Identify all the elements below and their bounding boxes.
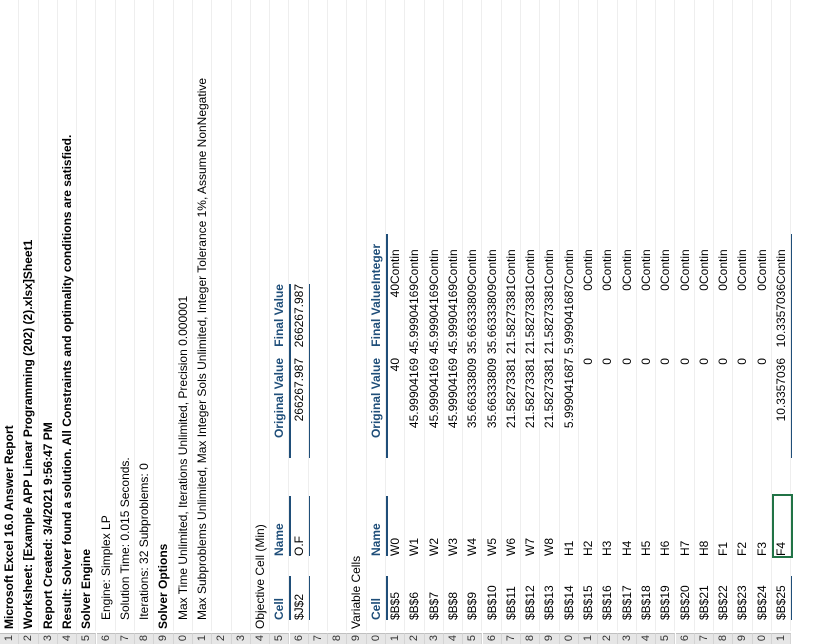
options-heading[interactable]: Solver Options [156,543,171,629]
variable-cell-ref[interactable]: $B$10 [484,585,499,620]
row-number[interactable]: 8 [328,633,347,644]
variable-cell-ref[interactable]: $B$15 [581,585,595,620]
variable-final-value[interactable]: 21.58273381 [503,284,518,355]
sheet-row[interactable] [560,0,579,644]
sheet-row[interactable] [579,0,598,644]
row-number[interactable]: 9 [540,633,559,644]
variable-original-value[interactable]: 0 [754,358,769,365]
variable-integer[interactable]: Contin [754,249,769,284]
row-number[interactable]: 2 [405,633,424,644]
objective-col-cell[interactable]: Cell [270,576,291,620]
report-title[interactable]: Microsoft Excel 16.0 Answer Report [2,425,16,629]
variable-name[interactable]: H4 [619,540,634,556]
row-number[interactable]: 4 [251,633,270,644]
objective-col-final[interactable]: Final Value [270,284,291,358]
sheet-row[interactable] [444,0,463,644]
variable-name[interactable]: H2 [581,540,595,556]
variable-integer[interactable]: Contin [600,249,615,284]
variable-integer[interactable]: Contin [388,249,402,284]
variable-final-value[interactable]: 0 [600,284,615,291]
variable-cell-ref[interactable]: $B$16 [600,585,615,620]
variable-cell-ref[interactable]: $B$17 [619,585,634,620]
sheet-row[interactable] [212,0,231,644]
variable-name[interactable]: W1 [407,538,422,556]
row-number[interactable]: 9 [347,633,366,644]
variable-original-value[interactable]: 45.99904169 [407,358,422,429]
variables-col-cell[interactable]: Cell [367,576,388,620]
report-result[interactable]: Result: Solver found a solution. All Constraints and optimality conditions are satisfied. [59,134,74,629]
variable-cell-ref[interactable]: $B$7 [426,591,441,620]
row-number[interactable]: 4 [58,633,77,644]
row-number[interactable]: 5 [463,633,482,644]
variable-integer[interactable]: Contin [503,249,518,284]
variable-cell-ref[interactable]: $B$14 [561,585,576,620]
objective-final-value[interactable]: 266267.987 [290,284,310,358]
sheet-row[interactable] [753,0,772,644]
variable-final-value[interactable]: 35.66333809 [465,284,480,355]
report-worksheet[interactable]: Worksheet: [Example APP Linear Programming (202) (2).xlsx]Sheet1 [21,239,36,629]
variable-final-value[interactable]: 0 [735,284,750,291]
variable-cell-ref[interactable]: $B$11 [503,586,518,620]
row-number[interactable]: 1 [386,633,405,644]
variable-name[interactable]: W2 [426,538,441,556]
engine-heading[interactable]: Solver Engine [79,548,94,629]
sheet-row[interactable] [39,0,58,644]
sheet-row[interactable] [695,0,714,644]
variable-integer[interactable]: Contin [445,249,460,284]
sheet-row[interactable] [19,0,38,644]
variable-cell-ref[interactable]: $B$5 [388,591,402,620]
row-number[interactable]: 6 [676,633,695,644]
variable-original-value[interactable]: 5.999041687 [561,358,576,429]
row-number[interactable]: 4 [637,633,656,644]
sheet-row[interactable] [97,0,116,644]
variable-cell-ref[interactable]: $B$20 [677,585,692,620]
variable-name[interactable]: F3 [754,541,769,556]
variable-cell-ref[interactable]: $B$12 [523,585,538,620]
row-number[interactable]: 3 [425,633,444,644]
variables-col-integer[interactable]: Integer [367,234,388,284]
variable-final-value[interactable]: 5.999041687 [561,284,576,355]
variable-original-value[interactable]: 35.66333809 [465,358,480,429]
engine-value[interactable]: Engine: Simplex LP [98,515,113,620]
sheet-row[interactable] [58,0,77,644]
variable-name[interactable]: H7 [677,540,692,556]
row-number[interactable]: 7 [695,633,714,644]
sheet-row[interactable] [367,0,386,644]
variable-final-value[interactable]: 21.58273381 [542,284,557,355]
variable-name[interactable]: W4 [465,538,480,556]
variable-integer[interactable]: Contin [677,249,692,284]
objective-col-name[interactable]: Name [270,496,291,556]
variable-cell-ref[interactable]: $B$13 [542,585,557,620]
variable-name[interactable]: H8 [696,540,711,556]
row-number[interactable]: 7 [116,633,135,644]
objective-heading[interactable]: Objective Cell (Min) [252,524,267,629]
variable-original-value[interactable]: 0 [735,358,750,365]
variable-final-value[interactable]: 21.58273381 [523,284,538,355]
sheet-row[interactable] [425,0,444,644]
report-created[interactable]: Report Created: 3/4/2021 9:56:47 PM [40,422,55,629]
sheet-row[interactable] [676,0,695,644]
row-number[interactable]: 2 [598,633,617,644]
variable-original-value[interactable]: 40 [388,358,402,372]
variable-integer[interactable]: Contin [426,249,441,284]
row-number[interactable]: 3 [232,633,251,644]
row-number[interactable]: 6 [97,633,116,644]
variable-integer[interactable]: Contin [716,249,731,284]
variable-name[interactable]: W8 [542,538,557,556]
variables-col-final[interactable]: Final Value [367,284,388,358]
variable-integer[interactable]: Contin [542,249,557,284]
sheet-row[interactable] [290,0,309,644]
sheet-row[interactable] [328,0,347,644]
row-number[interactable]: 9 [154,633,173,644]
iterations[interactable]: Iterations: 32 Subproblems: 0 [137,463,152,620]
objective-col-original[interactable]: Original Value [270,358,291,458]
variable-original-value[interactable]: 21.58273381 [503,358,518,429]
row-number[interactable]: 2 [19,633,38,644]
row-number[interactable]: 0 [367,633,386,644]
variable-final-value[interactable]: 45.99904169 [445,284,460,355]
row-number[interactable]: 2 [212,633,231,644]
variable-original-value[interactable]: 45.99904169 [445,358,460,429]
objective-cell-ref[interactable]: $J$2 [290,576,310,620]
variable-final-value[interactable]: 0 [619,284,634,291]
variable-cell-ref[interactable]: $B$6 [407,591,422,620]
variable-cell-ref[interactable]: $B$23 [735,585,750,620]
sheet-row[interactable] [656,0,675,644]
row-number[interactable]: 5 [77,633,96,644]
variable-original-value[interactable]: 0 [677,358,692,365]
variable-integer[interactable]: Contin [638,249,653,284]
variable-original-value[interactable]: 0 [600,358,615,365]
row-number[interactable]: 9 [733,633,752,644]
variable-original-value[interactable]: 0 [638,358,653,365]
variable-original-value[interactable]: 45.99904169 [426,358,441,429]
variable-integer[interactable]: Contin [696,249,711,284]
variables-col-original[interactable]: Original Value [367,358,388,458]
options-line-2[interactable]: Max Subproblems Unlimited, Max Integer Sols Unlimited, Integer Tolerance 1%, Assume NonNegative [195,77,209,620]
variable-name[interactable]: W0 [388,538,402,556]
options-line-1[interactable]: Max Time Unlimited, Iterations Unlimited, Precision 0.000001 [175,295,190,620]
variable-final-value[interactable]: 45.99904169 [407,284,422,355]
variable-integer[interactable]: Contin [407,249,422,284]
variable-original-value[interactable]: 0 [619,358,634,365]
row-number[interactable]: 6 [483,633,502,644]
variable-name[interactable]: H3 [600,540,615,556]
variable-integer[interactable]: Contin [465,249,480,284]
variable-name[interactable]: H1 [561,540,576,556]
variable-cell-ref[interactable]: $B$25 [772,576,792,620]
variable-name[interactable]: W6 [503,538,518,556]
variable-final-value[interactable]: 40 [388,284,402,298]
sheet-row[interactable] [733,0,752,644]
sheet-row[interactable] [598,0,617,644]
sheet-row[interactable] [270,0,289,644]
sheet-row[interactable] [405,0,424,644]
variable-final-value[interactable]: 0 [677,284,692,291]
variable-original-value[interactable]: 21.58273381 [523,358,538,429]
variables-heading[interactable]: Variable Cells [349,555,364,629]
sheet-row[interactable] [483,0,502,644]
sheet-row[interactable] [502,0,521,644]
variable-name[interactable]: H5 [638,540,653,556]
row-number[interactable]: 3 [39,633,58,644]
variable-integer[interactable]: Contin [735,249,750,284]
row-number[interactable]: 7 [502,633,521,644]
variable-final-value[interactable]: 10.3357036 [772,284,792,358]
row-number[interactable]: 7 [309,633,328,644]
sheet-row[interactable] [347,0,366,644]
variable-name[interactable]: W5 [484,538,499,556]
sheet-row[interactable] [251,0,270,644]
variable-cell-ref[interactable]: $B$18 [638,585,653,620]
row-number[interactable]: 0 [560,633,579,644]
variable-final-value[interactable]: 35.66333809 [484,284,499,355]
variable-final-value[interactable]: 0 [754,284,769,291]
variable-cell-ref[interactable]: $B$19 [658,585,673,620]
sheet-row[interactable] [386,0,405,644]
variable-final-value[interactable]: 0 [696,284,711,291]
variable-final-value[interactable]: 0 [658,284,673,291]
variable-integer[interactable]: Contin [619,249,634,284]
row-number[interactable]: 4 [444,633,463,644]
row-number[interactable]: 5 [270,633,289,644]
variable-integer[interactable]: Contin [658,249,673,284]
sheet-row[interactable] [0,0,19,644]
variable-original-value[interactable]: 0 [716,358,731,365]
variable-final-value[interactable]: 0 [716,284,731,291]
sheet-row[interactable] [540,0,559,644]
row-number[interactable]: 5 [656,633,675,644]
sheet-row[interactable] [618,0,637,644]
variable-cell-ref[interactable]: $B$22 [716,585,731,620]
row-number[interactable]: 3 [618,633,637,644]
row-number[interactable]: 6 [290,633,309,644]
variable-integer[interactable]: Contin [772,234,792,284]
sheet-row[interactable] [116,0,135,644]
variable-cell-ref[interactable]: $B$24 [754,585,769,620]
variable-original-value[interactable]: 10.3357036 [772,358,792,458]
variable-final-value[interactable]: 0 [638,284,653,291]
row-number[interactable]: 1 [0,633,19,644]
variable-cell-ref[interactable]: $B$9 [465,591,480,620]
solution-time[interactable]: Solution Time: 0.015 Seconds. [117,457,132,620]
variable-original-value[interactable]: 0 [696,358,711,365]
variable-original-value[interactable]: 21.58273381 [542,358,557,429]
variable-name[interactable]: F4 [772,496,792,556]
selected-cell-outline[interactable] [772,494,793,558]
sheet-row[interactable] [154,0,173,644]
sheet-row[interactable] [637,0,656,644]
sheet-row[interactable] [521,0,540,644]
variable-name[interactable]: H6 [658,540,673,556]
variable-cell-ref[interactable]: $B$21 [696,585,711,620]
variable-original-value[interactable]: 35.66333809 [484,358,499,429]
variables-col-name[interactable]: Name [367,496,388,556]
variable-original-value[interactable]: 0 [658,358,673,365]
objective-cell-name[interactable]: O.F [290,496,310,556]
variable-final-value[interactable]: 0 [581,284,595,291]
row-number[interactable]: 8 [714,633,733,644]
row-number[interactable]: 0 [753,633,772,644]
objective-original-value[interactable]: 266267.987 [290,358,310,458]
row-number[interactable]: 0 [174,633,193,644]
sheet-row[interactable] [309,0,328,644]
variable-name[interactable]: W7 [523,538,538,556]
variable-name[interactable]: F1 [716,541,731,556]
row-number[interactable]: 1 [579,633,598,644]
sheet-row[interactable] [193,0,212,644]
row-number[interactable]: 1 [193,633,212,644]
sheet-row[interactable] [232,0,251,644]
row-number[interactable]: 8 [135,633,154,644]
sheet-row[interactable] [714,0,733,644]
sheet-row[interactable] [77,0,96,644]
row-number[interactable]: 8 [521,633,540,644]
sheet-row[interactable] [463,0,482,644]
variable-integer[interactable]: Contin [523,249,538,284]
variable-cell-ref[interactable]: $B$8 [445,591,460,620]
variable-name[interactable]: F2 [735,541,750,556]
variable-name[interactable]: W3 [445,538,460,556]
sheet-row[interactable] [135,0,154,644]
variable-integer[interactable]: Contin [581,249,595,284]
sheet-row[interactable] [174,0,193,644]
variable-integer[interactable]: Contin [484,249,499,284]
variable-original-value[interactable]: 0 [581,358,595,365]
variable-final-value[interactable]: 45.99904169 [426,284,441,355]
variable-integer[interactable]: Contin [561,249,576,284]
row-number[interactable]: 1 [772,633,791,644]
